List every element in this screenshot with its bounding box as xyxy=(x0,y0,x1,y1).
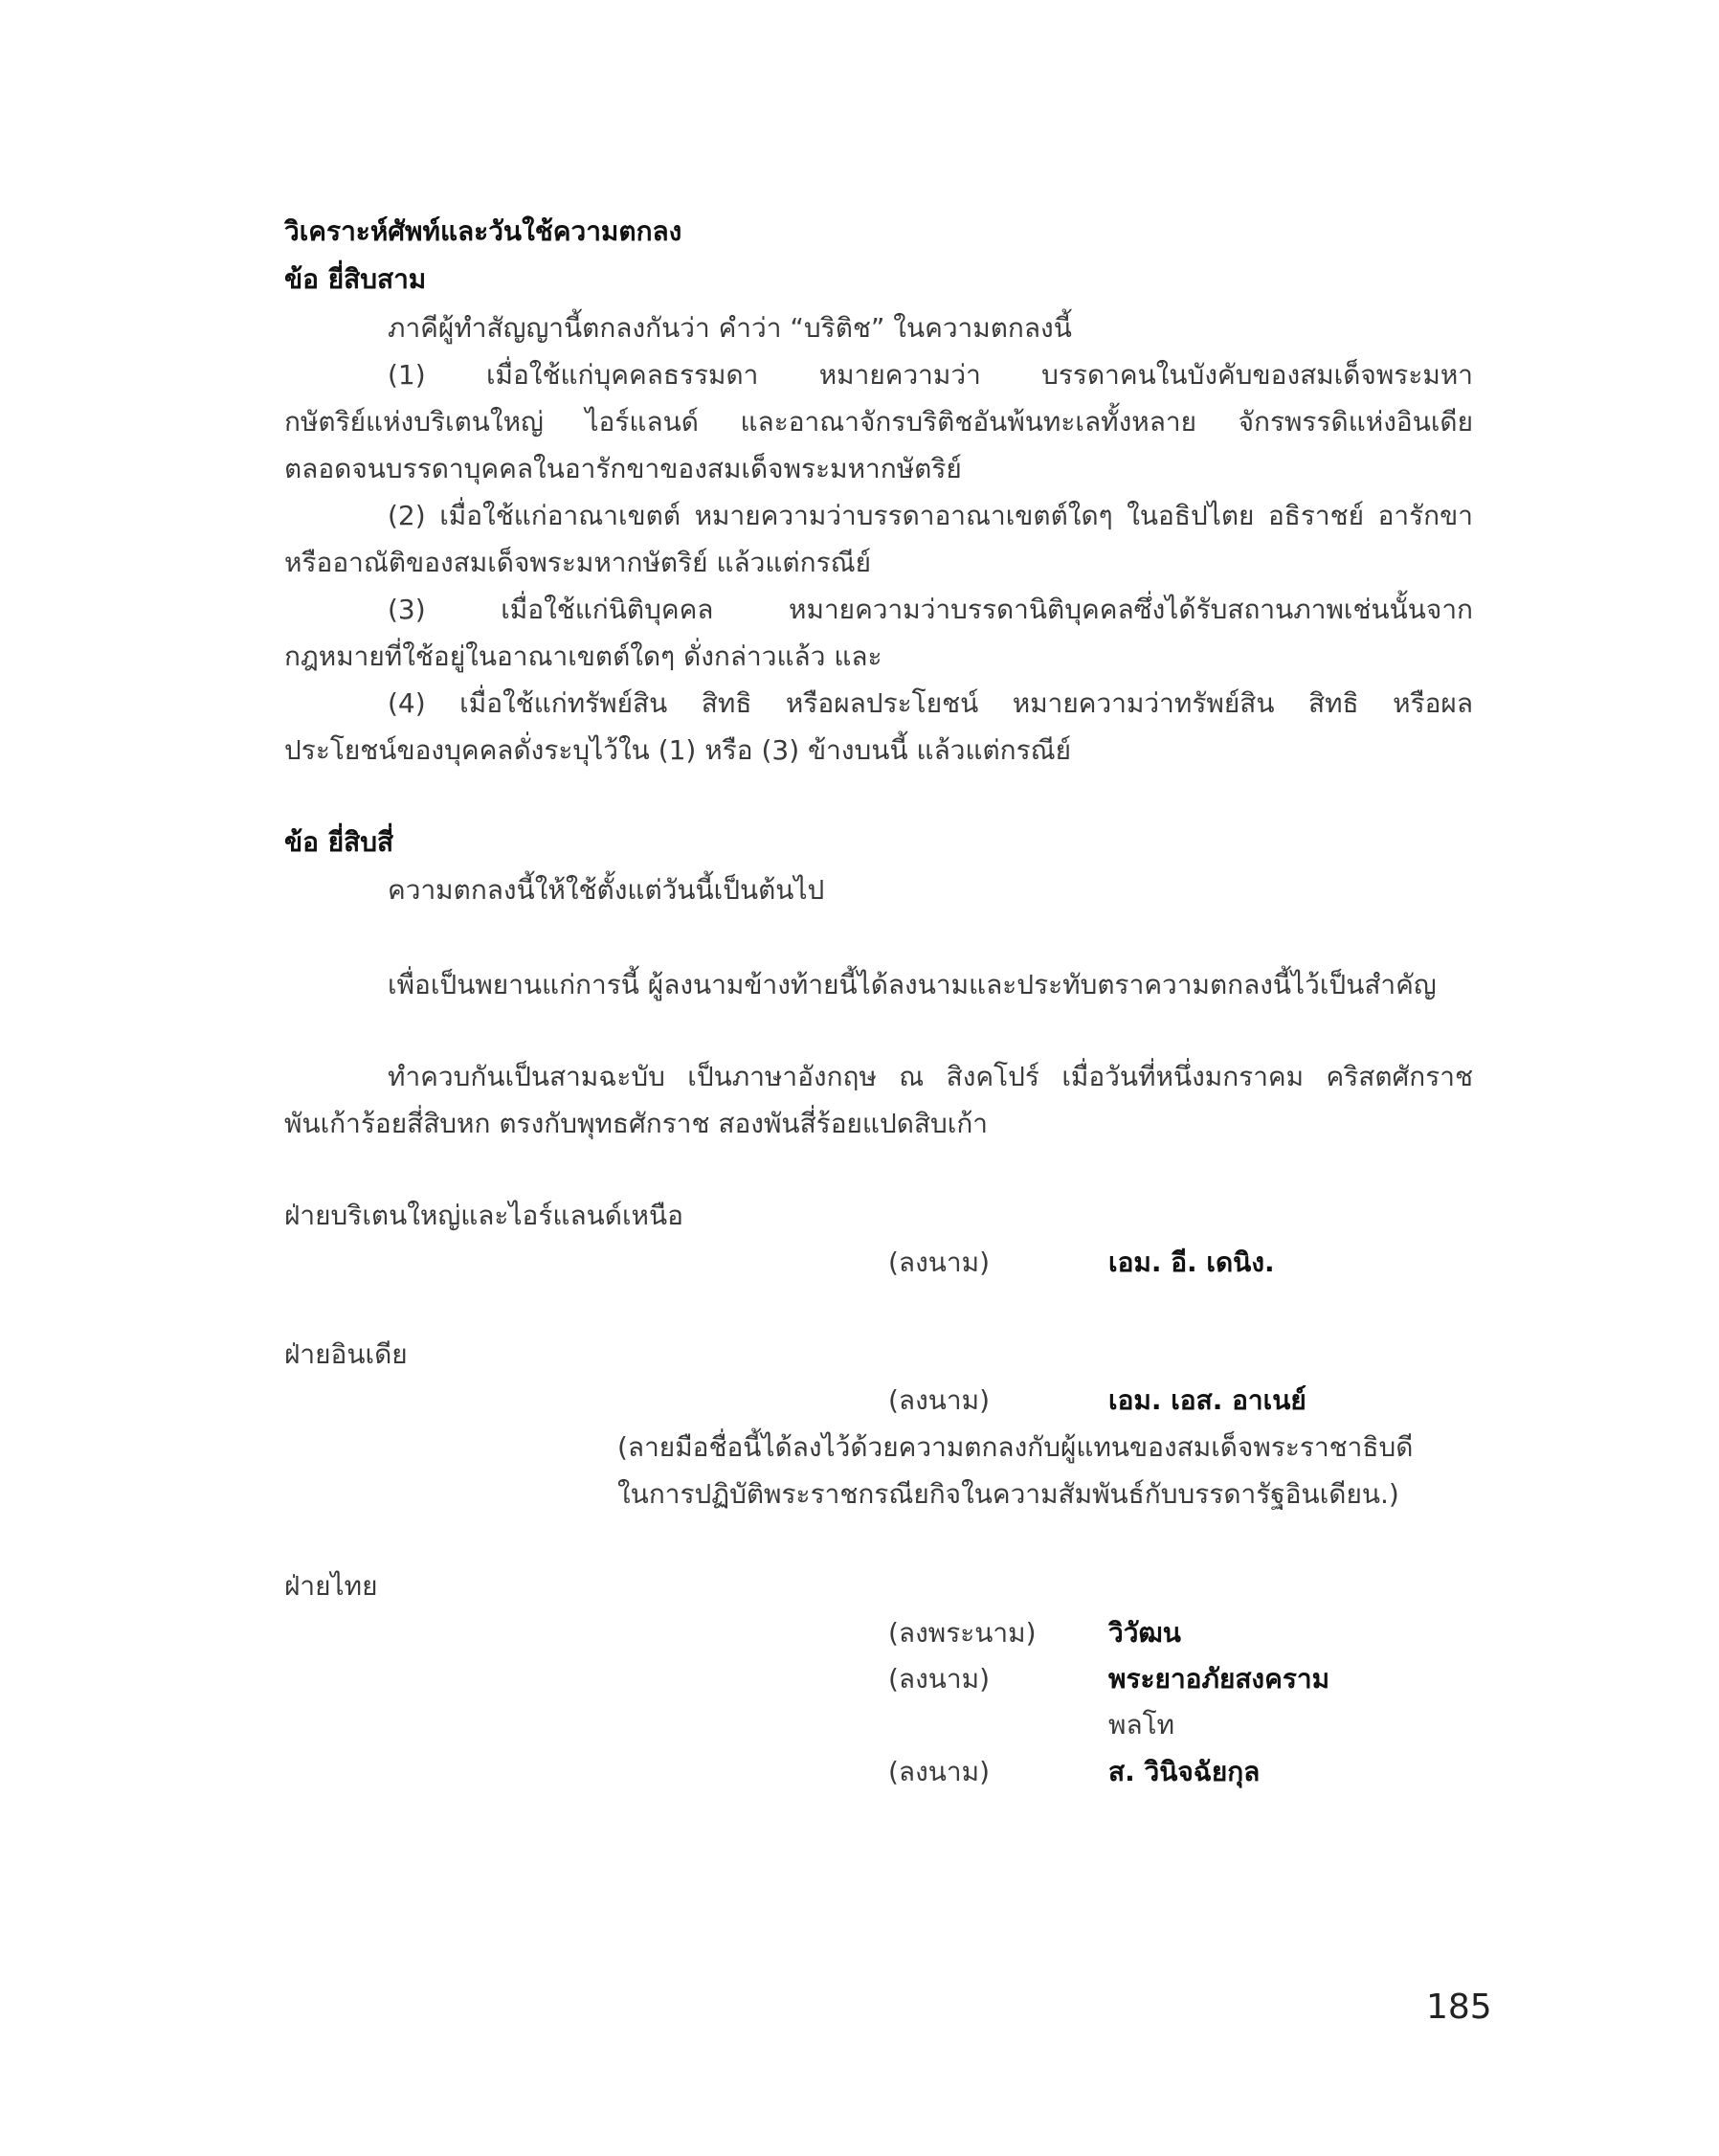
item-3-line-2: กฎหมายที่ใช้อยู่ในอาณาเขตต์ใดๆ ดั่งกล่าวแล้ว และ xyxy=(284,640,882,672)
section-24-text: ความตกลงนี้ให้ใช้ตั้งแต่วันนี้เป็นต้นไป xyxy=(388,874,825,906)
item-4-line-1: (4) เมื่อใช้แก่ทรัพย์สิน สิทธิ หรือผลประโยชน์ หมายความว่าทรัพย์สิน สิทธิ หรือผล xyxy=(388,687,1473,719)
item-1-line-3: ตลอดจนบรรดาบุคคลในอารักขาของสมเด็จพระมหากษัตริย์ xyxy=(284,453,962,484)
thai-party-label: ฝ่ายไทย xyxy=(284,1570,378,1602)
thai-sign-2-rank: พลโท xyxy=(1108,1709,1175,1741)
item-3-line-1: (3) เมื่อใช้แก่นิติบุคคล หมายความว่าบรรดานิติบุคคลซึ่งได้รับสถานภาพเช่นนั้นจาก xyxy=(388,594,1473,625)
india-note-line-2: ในการปฏิบัติพระราชกรณียกิจในความสัมพันธ์กับบรรดารัฐอินเดียน.) xyxy=(617,1478,1399,1510)
thai-sign-1-name: วิวัฒน xyxy=(1108,1617,1181,1649)
thai-sign-3-label: (ลงนาม) xyxy=(888,1756,990,1787)
done-line-2: พันเก้าร้อยสี่สิบหก ตรงกับพุทธศักราช สองพันสี่ร้อยแปดสิบเก้า xyxy=(284,1108,989,1139)
witness-clause: เพื่อเป็นพยานแก่การนี้ ผู้ลงนามข้างท้ายนี้ได้ลงนามและประทับตราความตกลงนี้ไว้เป็นสำคัญ xyxy=(388,969,1437,1000)
india-signer-name: เอม. เอส. อาเนย์ xyxy=(1108,1384,1306,1416)
section-heading: วิเคราะห์ศัพท์และวันใช้ความตกลง xyxy=(284,215,682,247)
section-24-title: ข้อ ยี่สิบสี่ xyxy=(284,826,394,858)
india-sign-label: (ลงนาม) xyxy=(888,1384,990,1416)
thai-sign-1-label: (ลงพระนาม) xyxy=(888,1617,1037,1649)
thai-sign-2-label: (ลงนาม) xyxy=(888,1663,990,1695)
india-party-label: ฝ่ายอินเดีย xyxy=(284,1338,408,1370)
item-4-line-2: ประโยชน์ของบุคคลดั่งระบุไว้ใน (1) หรือ (3) ข้างบนนี้ แล้วแต่กรณีย์ xyxy=(284,734,1072,766)
done-line-1: ทำควบกันเป็นสามฉะบับ เป็นภาษาอังกฤษ ณ สิงคโปร์ เมื่อวันที่หนึ่งมกราคม คริสตศักราช xyxy=(388,1061,1473,1092)
item-2-line-1: (2) เมื่อใช้แก่อาณาเขตต์ หมายความว่าบรรดาอาณาเขตต์ใดๆ ในอธิปไตย อธิราชย์ อารักขา xyxy=(388,500,1473,531)
india-note-line-1: (ลายมือชื่อนี้ได้ลงไว้ด้วยความตกลงกับผู้แทนของสมเด็จพระราชาธิบดี xyxy=(617,1431,1414,1463)
section-23-intro: ภาคีผู้ทำสัญญานี้ตกลงกันว่า คำว่า “บริติช” ในความตกลงนี้ xyxy=(388,312,1072,344)
item-1-line-1: (1) เมื่อใช้แก่บุคคลธรรมดา หมายความว่า บรรดาคนในบังคับของสมเด็จพระมหา xyxy=(388,359,1473,391)
uk-signer-name: เอม. อี. เดนิง. xyxy=(1108,1246,1275,1278)
section-23-title: ข้อ ยี่สิบสาม xyxy=(284,263,427,295)
item-1-line-2: กษัตริย์แห่งบริเตนใหญ่ ไอร์แลนด์ และอาณาจักรบริติชอันพ้นทะเลทั้งหลาย จักรพรรดิแห่งอินเดีย xyxy=(284,406,1473,438)
page-number: 185 xyxy=(1426,1988,1492,2027)
thai-sign-2-name: พระยาอภัยสงคราม xyxy=(1108,1663,1330,1695)
thai-sign-3-name: ส. วินิจฉัยกุล xyxy=(1108,1756,1261,1787)
uk-sign-label: (ลงนาม) xyxy=(888,1246,990,1278)
uk-party-label: ฝ่ายบริเตนใหญ่และไอร์แลนด์เหนือ xyxy=(284,1200,683,1231)
item-2-line-2: หรืออาณัติของสมเด็จพระมหากษัตริย์ แล้วแต่กรณีย์ xyxy=(284,547,871,578)
